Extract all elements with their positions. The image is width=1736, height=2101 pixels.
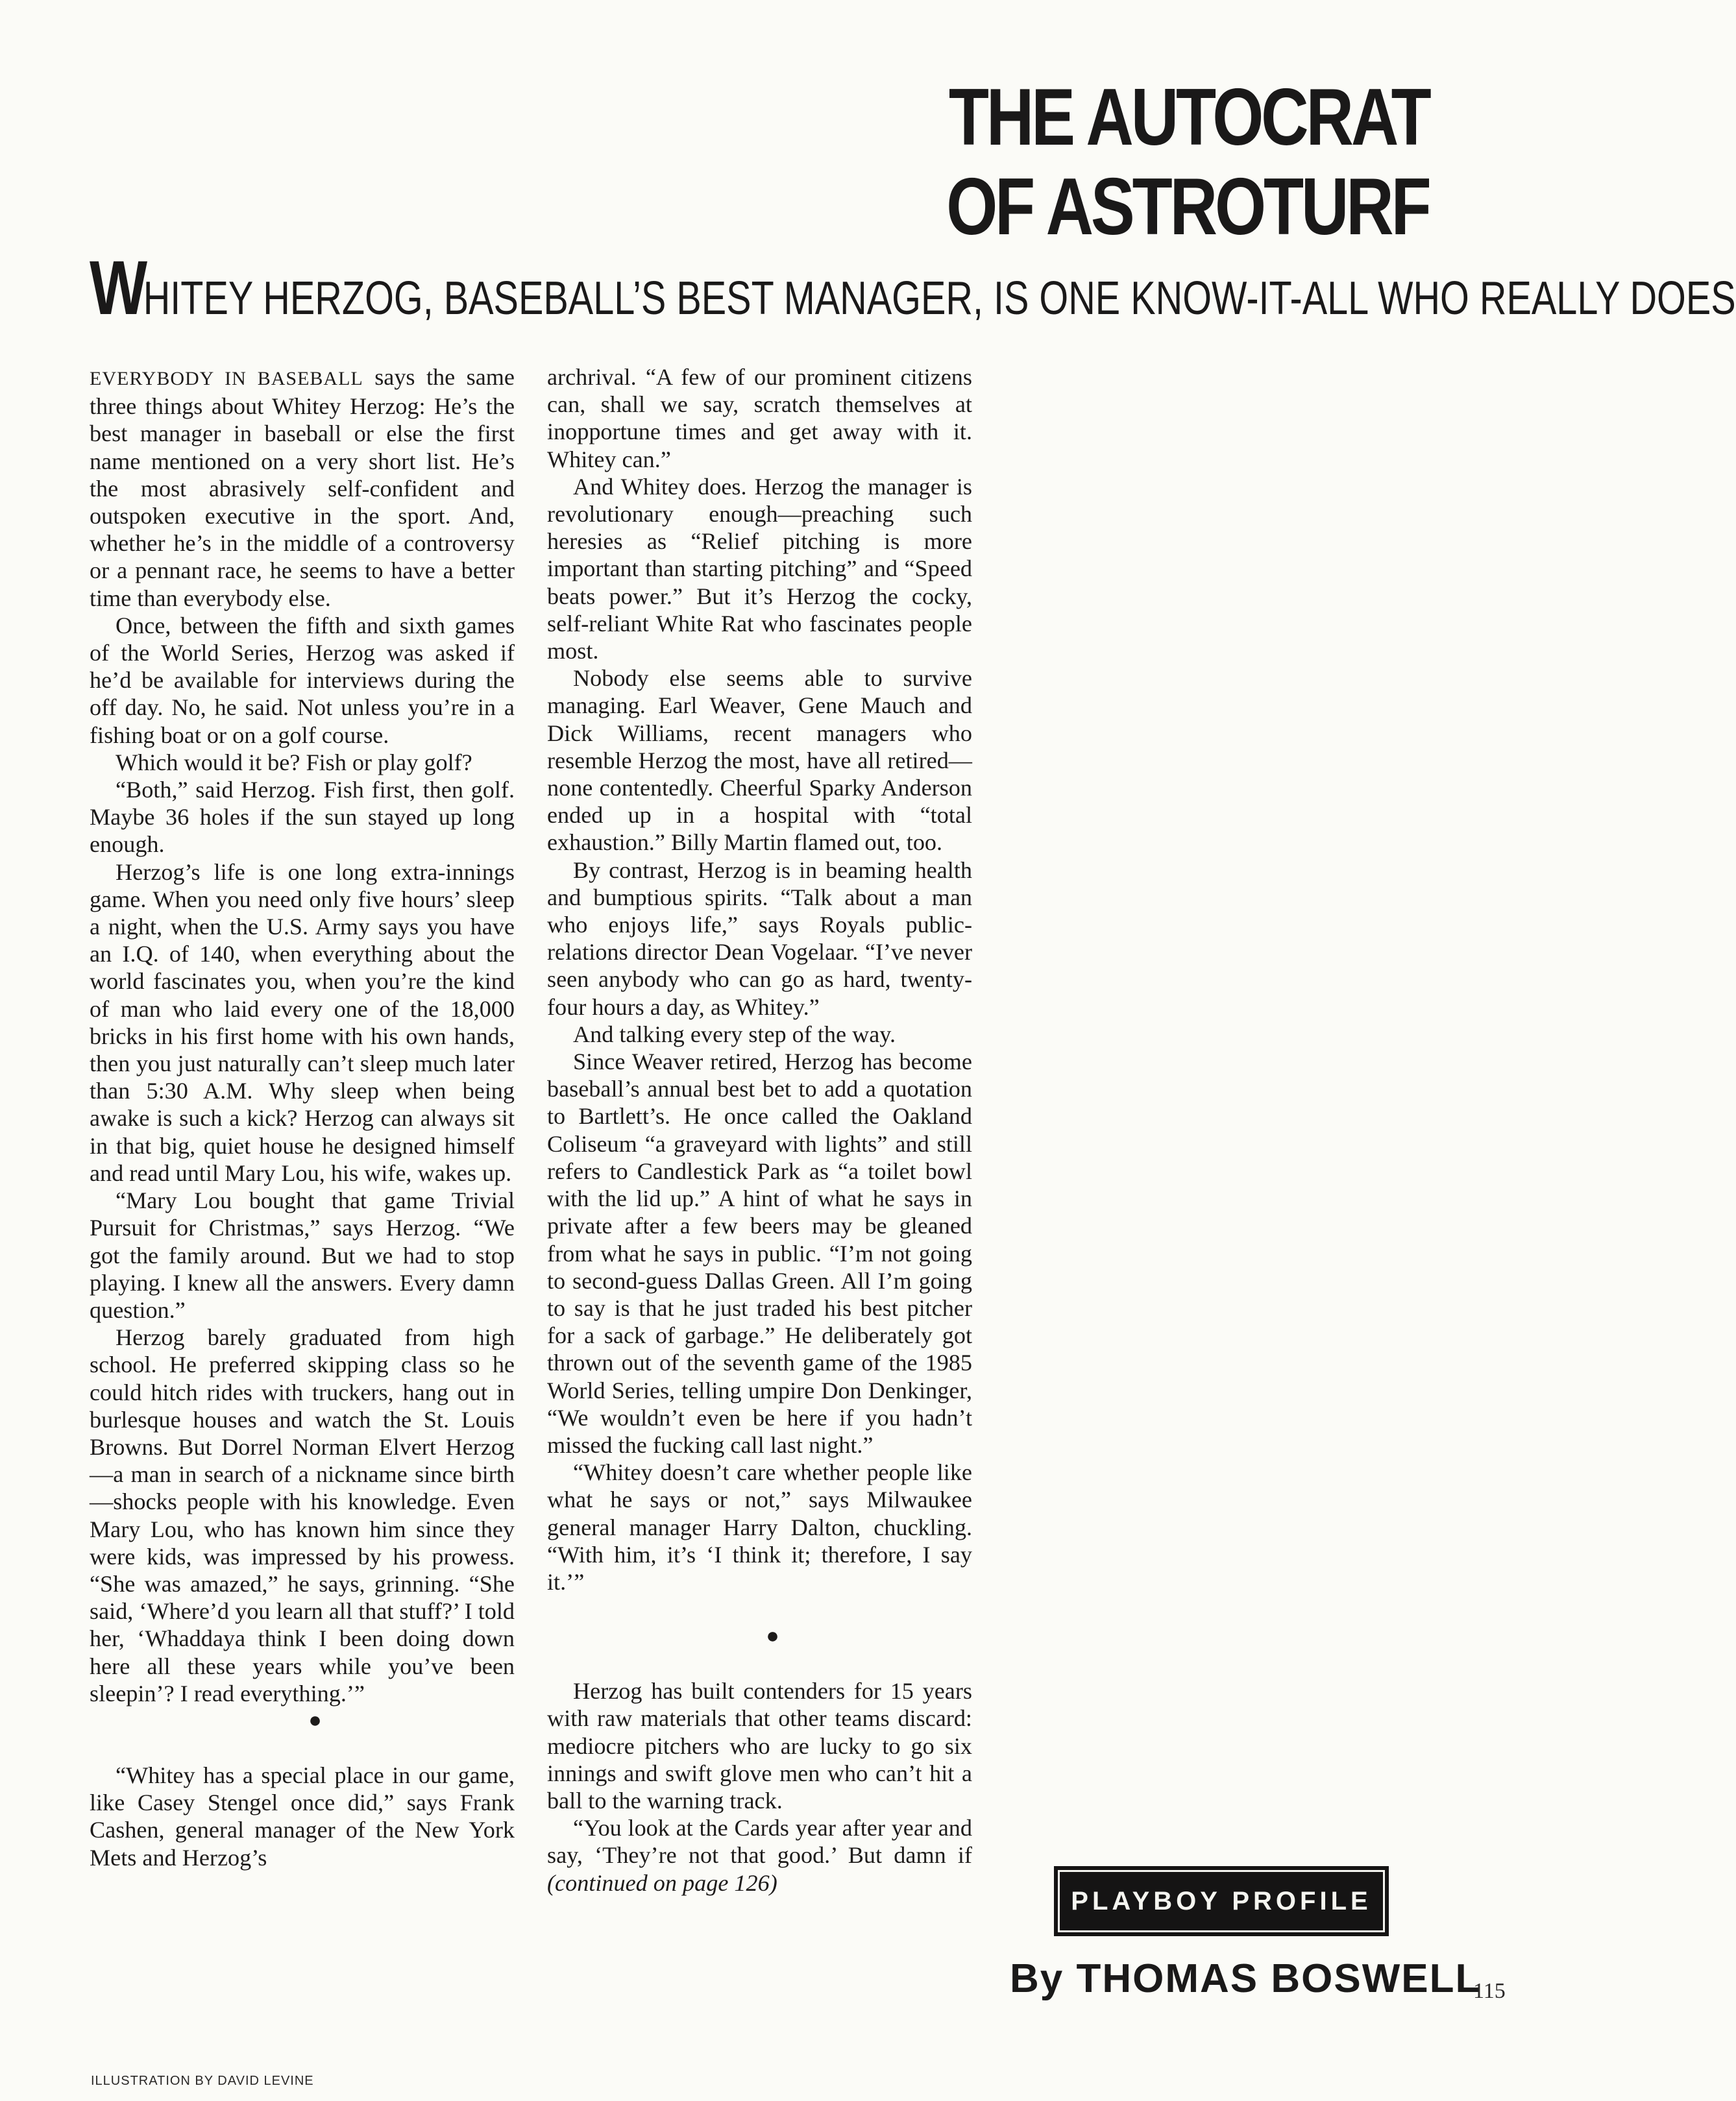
playboy-profile-badge: PLAYBOY PROFILE [1054,1866,1389,1936]
title-line-2: OF ASTROTURF [946,162,1429,252]
subtitle-text: HITEY HERZOG, BASEBALL’S BEST MANAGER, IS ONE KNOW-IT-ALL WHO REALLY DOES [143,273,1736,324]
paragraph: archrival. “A few of our prominent citizens can, shall we say, scratch themselves at inopportune times and get away with it. Whitey can.” [547,364,972,472]
article-title [947,73,1429,252]
section-break-bullet: ● [766,1624,779,1649]
paragraph: “Both,” said Herzog. Fish first, then golf. Maybe 36 holes if the sun stayed up long enough. [90,777,515,858]
paragraph: Nobody else seems able to survive managing. Earl Weaver, Gene Mauch and Dick Williams, recent managers who resemble Herzog the most, have all retired—none contentedly. Cheerful Sparky Anderson ended up in a hospital with “total exhaustion.” Billy Martin flamed out, too. [547,665,972,856]
article-column-1 [90,363,515,1871]
paragraph: Once, between the fifth and sixth games of the World Series, Herzog was asked if he’d be available for interviews during the off day. No, he said. Not unless you’re in a fishing boat or on a golf course. [90,612,515,748]
paragraph: “Mary Lou bought that game Trivial Pursuit for Christmas,” says Herzog. “We got the family around. But we had to stop playing. I knew all the answers. Every damn question.” [90,1187,515,1323]
paragraph: “Whitey has a special place in our game, like Casey Stengel once did,” says Frank Cashen, general manager of the New York Mets and Herzog’s [90,1762,515,1871]
lead-in: EVERYBODY IN BASEBALL [90,368,363,389]
byline: By THOMAS BOSWELL [1010,1956,1482,2001]
title-line-1: THE AUTOCRAT [949,73,1429,162]
paragraph-text: “You look at the Cards year after year and say, ‘They’re not that good.’ But damn if [547,1815,972,1869]
page-number: 115 [1473,1979,1506,2003]
paragraph: And Whitey does. Herzog the manager is revolutionary enough—preaching such heresies as “Relief pitching is more important than starting pitching” and “Speed beats power.” But it’s Herzog the cocky, self-reliant White Rat who fascinates people most. [547,473,972,664]
paragraph: Herzog barely graduated from high school. He preferred skipping class so he could hitch rides with truckers, hang out in burlesque houses and watch the St. Louis Browns. But Dorrel Norman Elvert Herzog—a man in search of a nickname since birth—shocks people with his knowledge. Even Mary Lou, who has known him since they were kids, was impressed by his prowess. “She was amazed,” he says, grinning. “She said, ‘Where’d you learn all that stuff?’ I told her, ‘Whaddaya think I been doing down here all these years while you’ve been sleepin’? I read everything.’” [90,1324,515,1706]
paragraph: “Whitey doesn’t care whether people like what he says or not,” says Milwaukee general manager Harry Dalton, chuckling. “With him, it’s ‘I think it; therefore, I say it.’” [547,1459,972,1595]
paragraph: Herzog has built contenders for 15 years with raw materials that other teams discard: mediocre pitchers who are lucky to go six innings and swift glove men who can’t hit a ball to the warning track. [547,1678,972,1814]
article-subtitle [90,245,1736,331]
paragraph [90,363,515,612]
article-column-2 [547,363,972,1897]
paragraph: By contrast, Herzog is in beaming health and bumptious spirits. “Talk about a man who enjoys life,” says Royals public-relations director Dean Vogelaar. “I’ve never seen anybody who can go as hard, twenty-four hours a day, as Whitey.” [547,856,972,1020]
subtitle-dropcap: W [90,245,143,331]
section-break-bullet: ● [308,1708,322,1732]
paragraph: Since Weaver retired, Herzog has become baseball’s annual best bet to add a quotation to Bartlett’s. He once called the Oakland Coliseum “a graveyard with lights” and still refers to Candlestick Park as “a toilet bowl with the lid up.” A hint of what he says in private after a few beers may be gleaned from what he says in public. “I’m not going to second-guess Dallas Green. All I’m going to say is that he just traded his best pitcher for a sack of garbage.” He deliberately got thrown out of the seventh game of the 1985 World Series, telling umpire Don Denkinger, “We wouldn’t even be here if you hadn’t missed the fucking call last night.” [547,1049,972,1458]
illustration-credit: ILLUSTRATION BY DAVID LEVINE [91,2074,314,2088]
continued-note: (continued on page 126) [547,1869,777,1896]
paragraph: And talking every step of the way. [573,1021,896,1047]
paragraph [547,1814,972,1897]
paragraph: Herzog’s life is one long extra-innings game. When you need only five hours’ sleep a night, when the U.S. Army says you have an I.Q. of 140, when everything about the world fascinates you, when you’re the kind of man who laid every one of the 18,000 bricks in his first home with his own hands, then you just naturally can’t sleep much later than 5:30 A.M. Why sleep when being awake is such a kick? Herzog can always sit in that big, quiet house he designed himself and read until Mary Lou, his wife, wakes up. [90,858,515,1186]
paragraph-text: says the same three things about Whitey Herzog: He’s the best manager in baseball or else the first name mentioned on a very short list. He’s the most abrasively self-confident and outspoken executive in the sport. And, whether he’s in the middle of a controversy or a pennant race, he seems to have a better time than everybody else. [90,364,515,611]
paragraph: Which would it be? Fish or play golf? [116,749,472,775]
